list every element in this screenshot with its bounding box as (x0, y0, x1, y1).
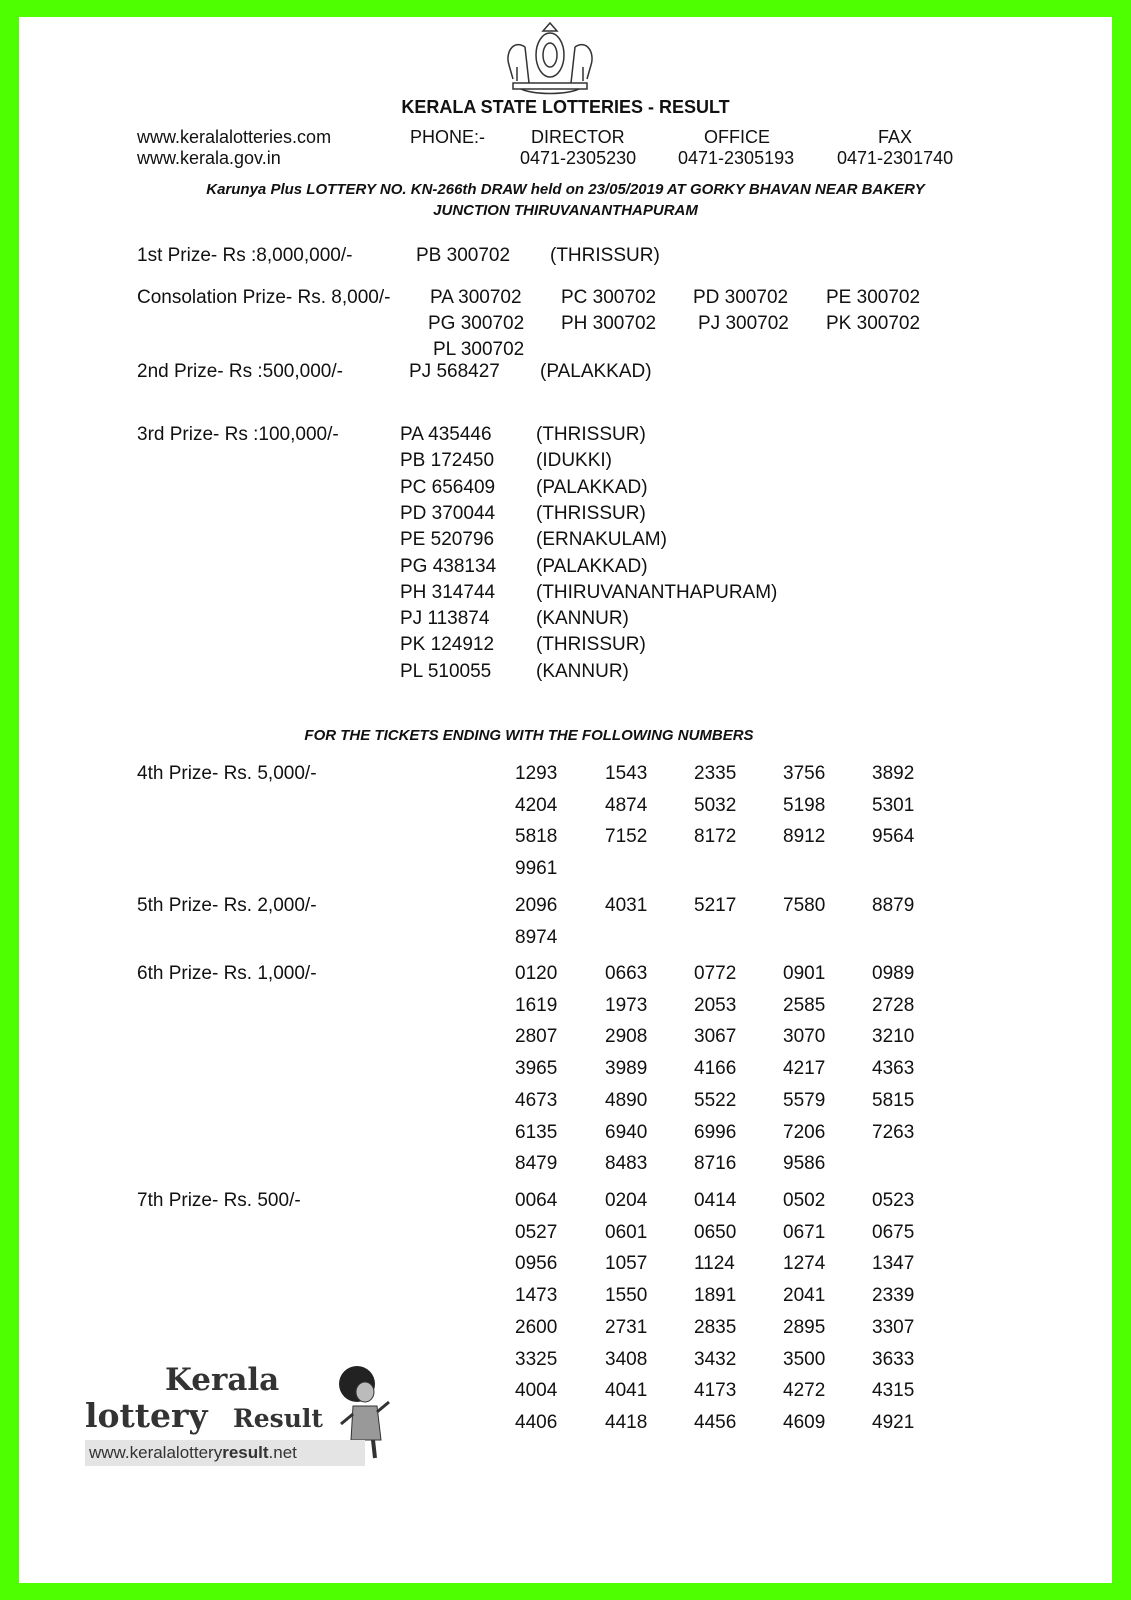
winning-number: 9961 (515, 858, 558, 880)
winning-number: 1550 (605, 1285, 648, 1307)
winning-number: 4874 (605, 794, 648, 816)
winning-number: 0989 (872, 963, 915, 984)
winning-number: 5522 (694, 1089, 737, 1111)
draw-info-line: Karunya Plus LOTTERY NO. KN-266th DRAW held on 23/05/2019 AT GORKY BHAVAN NEAR BAKERY (206, 181, 925, 198)
winning-number: 9564 (872, 826, 915, 848)
winning-number: 3408 (605, 1348, 648, 1370)
watermark-lottery: lottery (85, 1396, 208, 1435)
winning-number: 2600 (515, 1316, 558, 1338)
fifth-prize-label: 5th Prize- Rs. 2,000/- (137, 895, 317, 916)
winning-number: 0064 (515, 1190, 558, 1211)
winning-number: 6135 (515, 1121, 558, 1143)
document-title: KERALA STATE LOTTERIES - RESULT (401, 97, 730, 117)
first-prize-ticket: PB 300702 (416, 245, 511, 266)
third-prize-place: (THRISSUR) (536, 502, 646, 524)
third-prize-ticket: PE 520796 (400, 529, 495, 551)
winning-number: 1274 (783, 1253, 826, 1275)
winning-number: 0663 (605, 963, 648, 984)
watermark-result: Result (233, 1404, 323, 1433)
winning-number: 1347 (872, 1253, 915, 1275)
consolation-ticket: PC 300702 (561, 287, 657, 308)
winning-number: 9586 (783, 1153, 826, 1175)
winning-number: 4673 (515, 1089, 558, 1111)
winning-number: 1543 (605, 763, 648, 784)
office-phone: 0471-2305193 (678, 148, 795, 168)
winning-number: 0120 (515, 963, 558, 984)
result-sheet (19, 17, 1112, 1583)
winning-number: 5032 (694, 794, 737, 816)
winning-number: 6940 (605, 1121, 648, 1143)
winning-number: 4418 (605, 1411, 648, 1433)
winning-number: 5818 (515, 826, 558, 848)
director-label: DIRECTOR (531, 127, 625, 147)
winning-number: 4609 (783, 1411, 826, 1433)
winning-number: 0675 (872, 1221, 915, 1243)
winning-number: 0527 (515, 1221, 558, 1243)
winning-number: 6996 (694, 1121, 737, 1143)
winning-number: 0414 (694, 1190, 737, 1211)
winning-number: 0772 (694, 963, 737, 984)
winning-number: 1124 (694, 1253, 735, 1275)
second-prize-label: 2nd Prize- Rs :500,000/- (137, 361, 343, 382)
fax-label: FAX (878, 127, 913, 147)
third-prize-place: (KANNUR) (536, 660, 629, 682)
winning-number: 8479 (515, 1153, 558, 1175)
third-prize-ticket: PH 314744 (400, 581, 496, 603)
consolation-ticket: PJ 300702 (698, 313, 789, 334)
winning-number: 8716 (694, 1153, 737, 1175)
third-prize-place: (PALAKKAD) (536, 476, 648, 498)
watermark-logo (81, 1362, 401, 1472)
winning-number: 5301 (872, 794, 915, 816)
winning-number: 2339 (872, 1285, 915, 1307)
third-prize-place: (PALAKKAD) (536, 555, 648, 577)
watermark-kerala: Kerala (165, 1362, 280, 1398)
winning-number: 7580 (783, 895, 826, 916)
winning-number: 5815 (872, 1089, 915, 1111)
winning-number: 4217 (783, 1058, 826, 1080)
winning-number: 4406 (515, 1411, 558, 1433)
second-prize-ticket: PJ 568427 (409, 361, 500, 382)
winning-number: 7263 (872, 1121, 915, 1143)
winning-number: 4204 (515, 794, 558, 816)
third-prize-ticket: PK 124912 (400, 634, 495, 656)
winning-number: 4315 (872, 1380, 915, 1402)
winning-number: 2096 (515, 895, 558, 916)
winning-number: 2807 (515, 1026, 558, 1048)
winning-number: 4173 (694, 1380, 737, 1402)
phone-label: PHONE:- (410, 127, 486, 147)
consolation-prize-label: Consolation Prize- Rs. 8,000/- (137, 287, 391, 308)
third-prize-place: (THRISSUR) (536, 424, 646, 445)
consolation-ticket: PG 300702 (428, 313, 525, 334)
consolation-ticket: PK 300702 (826, 313, 921, 334)
third-prize-place: (IDUKKI) (536, 450, 612, 472)
winning-number: 8172 (694, 826, 737, 848)
winning-number: 3500 (783, 1348, 826, 1370)
third-prize-place: (ERNAKULAM) (536, 529, 667, 551)
winning-number: 7152 (605, 826, 648, 848)
winning-number: 3965 (515, 1058, 558, 1080)
winning-number: 4166 (694, 1058, 737, 1080)
winning-number: 0502 (783, 1190, 826, 1211)
winning-number: 4004 (515, 1380, 558, 1402)
third-prize-ticket: PL 510055 (400, 660, 492, 682)
winning-number: 0671 (783, 1221, 826, 1243)
consolation-ticket: PD 300702 (693, 287, 789, 308)
winning-number: 0650 (694, 1221, 737, 1243)
winning-number: 3307 (872, 1316, 915, 1338)
third-prize-ticket: PC 656409 (400, 476, 496, 498)
third-prize-ticket: PA 435446 (400, 424, 492, 445)
winning-number: 5198 (783, 794, 826, 816)
winning-number: 7206 (783, 1121, 826, 1143)
winning-number: 3989 (605, 1058, 648, 1080)
winning-number: 4272 (783, 1380, 826, 1402)
winning-number: 8912 (783, 826, 826, 848)
endings-heading: FOR THE TICKETS ENDING WITH THE FOLLOWING NUMBERS (304, 727, 754, 744)
winning-number: 0601 (605, 1221, 648, 1243)
winning-number: 2041 (783, 1285, 826, 1307)
website-link[interactable]: www.kerala.gov.in (137, 148, 281, 168)
sixth-prize-label: 6th Prize- Rs. 1,000/- (137, 963, 317, 984)
winning-number: 0523 (872, 1190, 915, 1211)
winning-number: 3633 (872, 1348, 915, 1370)
winning-number: 5579 (783, 1089, 826, 1111)
winning-number: 4041 (605, 1380, 648, 1402)
winning-number: 1057 (605, 1253, 648, 1275)
winning-number: 2835 (694, 1316, 737, 1338)
winning-number: 1973 (605, 994, 648, 1016)
website-link[interactable]: www.keralalotteries.com (137, 127, 332, 147)
winning-number: 8879 (872, 895, 915, 916)
winning-number: 4890 (605, 1089, 648, 1111)
winning-number: 5217 (694, 895, 737, 916)
winning-number: 8483 (605, 1153, 648, 1175)
director-phone: 0471-2305230 (520, 148, 637, 168)
fax-phone: 0471-2301740 (837, 148, 954, 168)
winning-number: 2335 (694, 763, 737, 784)
third-prize-ticket: PD 370044 (400, 502, 496, 524)
winning-number: 3210 (872, 1026, 915, 1048)
consolation-ticket: PE 300702 (826, 287, 921, 308)
winning-number: 0956 (515, 1253, 558, 1275)
winning-number: 1293 (515, 763, 558, 784)
seventh-prize-label: 7th Prize- Rs. 500/- (137, 1190, 301, 1211)
winning-number: 4363 (872, 1058, 915, 1080)
second-prize-place: (PALAKKAD) (540, 361, 652, 382)
first-prize-label: 1st Prize- Rs :8,000,000/- (137, 245, 353, 266)
winning-number: 2908 (605, 1026, 648, 1048)
winning-number: 3070 (783, 1026, 826, 1048)
winning-number: 2895 (783, 1316, 826, 1338)
winning-number: 4456 (694, 1411, 737, 1433)
third-prize-label: 3rd Prize- Rs :100,000/- (137, 424, 339, 445)
winning-number: 3756 (783, 763, 826, 784)
winning-number: 2053 (694, 994, 737, 1016)
consolation-ticket: PA 300702 (430, 287, 522, 308)
winning-number: 3067 (694, 1026, 737, 1048)
third-prize-ticket: PG 438134 (400, 555, 497, 577)
winning-number: 4921 (872, 1411, 915, 1433)
winning-number: 3325 (515, 1348, 558, 1370)
winning-number: 2585 (783, 994, 826, 1016)
winning-number: 1891 (694, 1285, 737, 1307)
winning-number: 3432 (694, 1348, 737, 1370)
office-label: OFFICE (704, 127, 770, 147)
third-prize-place: (THIRUVANANTHAPURAM) (536, 581, 778, 603)
winning-number: 2728 (872, 994, 915, 1016)
third-prize-place: (THRISSUR) (536, 634, 646, 656)
first-prize-place: (THRISSUR) (550, 245, 660, 266)
consolation-ticket: PL 300702 (433, 339, 525, 360)
winning-number: 0204 (605, 1190, 648, 1211)
watermark-url: www.keralalotteryresult.net (89, 1443, 297, 1462)
third-prize-ticket: PJ 113874 (400, 608, 490, 630)
consolation-ticket: PH 300702 (561, 313, 657, 334)
winning-number: 8974 (515, 926, 558, 948)
winning-number: 3892 (872, 763, 915, 784)
fourth-prize-label: 4th Prize- Rs. 5,000/- (137, 763, 317, 784)
winning-number: 0901 (783, 963, 826, 984)
winning-number: 1473 (515, 1285, 558, 1307)
draw-info-line: JUNCTION THIRUVANANTHAPURAM (433, 202, 698, 219)
winning-number: 4031 (605, 895, 648, 916)
kerala-state-emblem-icon (495, 17, 605, 97)
third-prize-ticket: PB 172450 (400, 450, 495, 472)
winning-number: 2731 (605, 1316, 648, 1338)
winning-number: 1619 (515, 994, 558, 1016)
third-prize-place: (KANNUR) (536, 608, 629, 630)
